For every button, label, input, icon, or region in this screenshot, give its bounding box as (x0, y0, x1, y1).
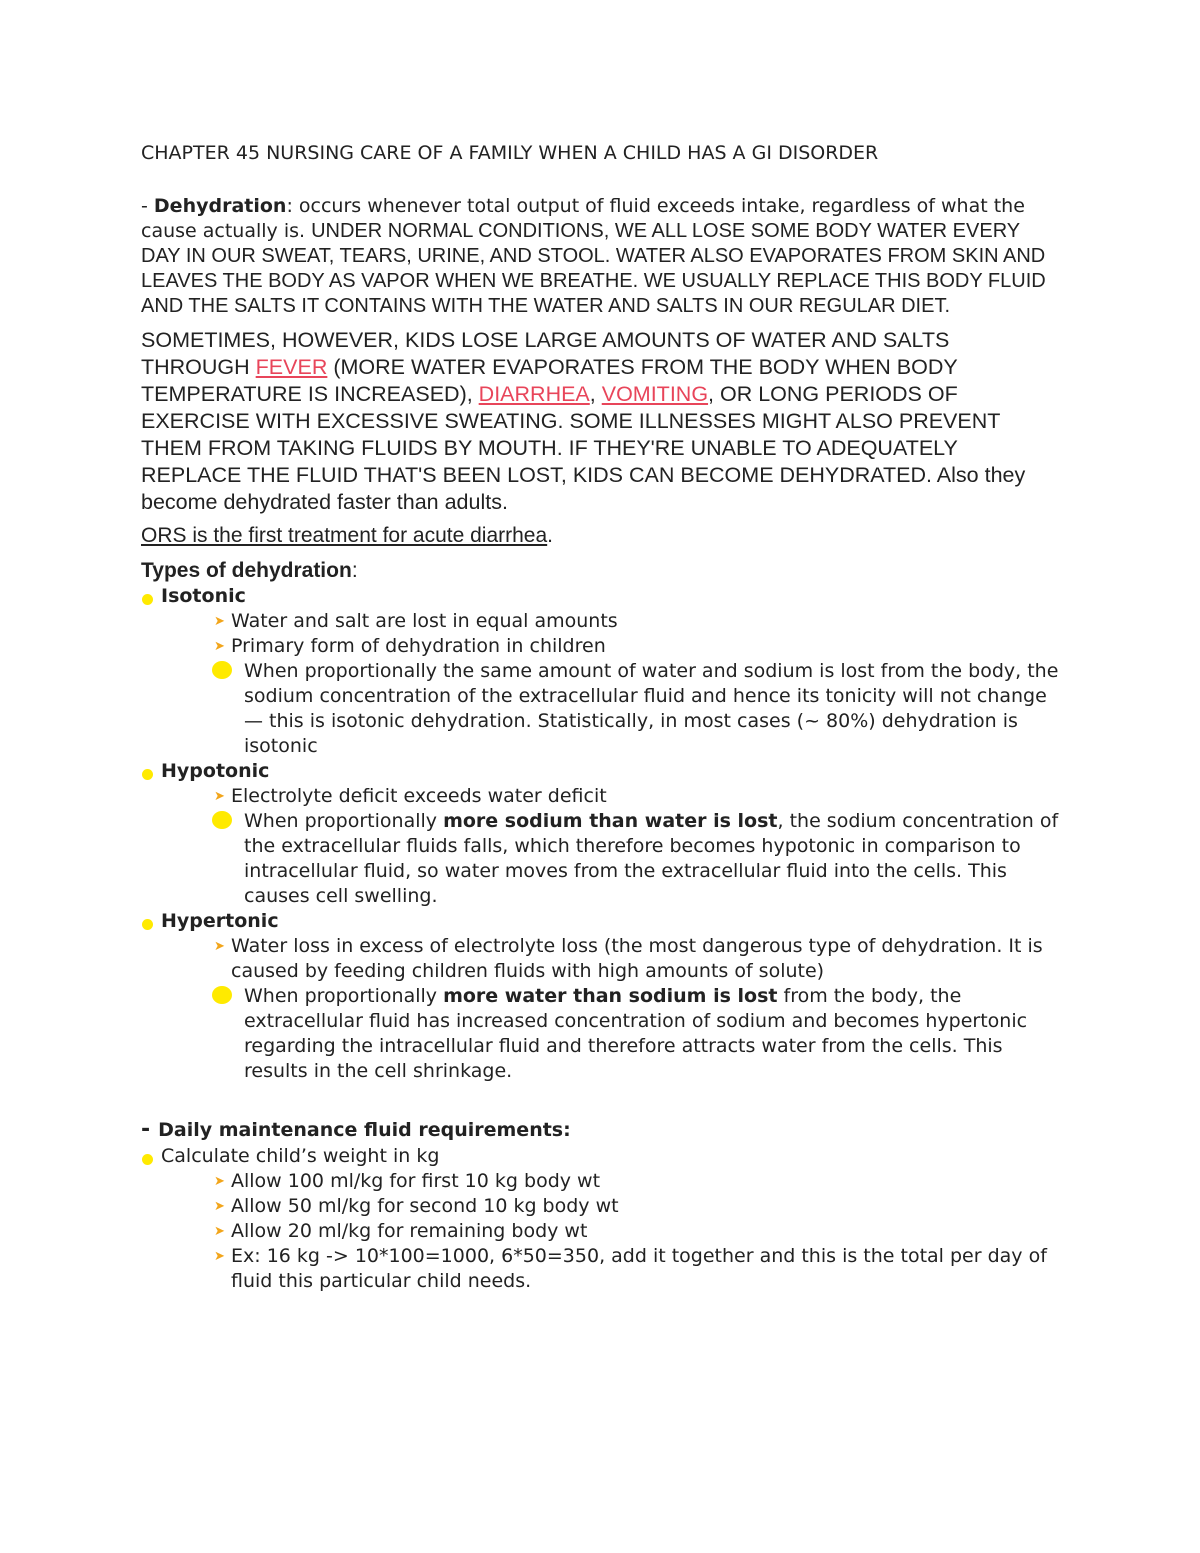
causes-part3: , OR LONG PERIODS OF EXERCISE WITH EXCESSIVE SWEATING. SOME ILLNESSES MIGHT ALSO PREVENT THEM FROM TAKING FLUIDS BY MOUTH. IF THEY'RE UNABLE TO ADEQUATELY REPLACE THE FLUID THAT'S BEEN LOST, KIDS CAN BECOME DEHYDRATED. (141, 382, 1001, 487)
calc-text: Calculate child’s weight in kg (161, 1145, 440, 1167)
daily-heading (141, 1116, 1061, 1144)
isotonic-bullet (141, 584, 1061, 609)
isotonic-label: Isotonic (161, 585, 246, 607)
orange-arrow-icon: ➤ (214, 789, 225, 804)
dehydration-term: Dehydration (153, 195, 287, 217)
hypertonic-label: Hypertonic (161, 910, 279, 932)
calc-bullet (141, 1144, 1061, 1169)
isotonic-item: ➤ Water and salt are lost in equal amounts (214, 610, 618, 632)
types-heading (141, 558, 1061, 584)
intro-paragraph (141, 194, 1061, 319)
daily-item: ➤ Allow 100 ml/kg for first 10 kg body wt (214, 1170, 601, 1192)
orange-arrow-icon: ➤ (214, 1174, 225, 1189)
hypertonic-bullet (141, 909, 1061, 934)
hypotonic-bullet (141, 759, 1061, 784)
hypotonic-emphasis: more sodium than water is lost (443, 810, 778, 832)
orange-arrow-icon: ➤ (214, 1224, 225, 1239)
yellow-circle-icon (212, 661, 232, 679)
isotonic-detail: When proportionally the same amount of water and sodium is lost from the body, the sodium concentration of the extracellular fluid and hence its tonicity will not change — this is isotonic dehydration. Statistically, in most cases (~ 80%) dehydration is isotonic (244, 659, 1061, 759)
document-page (141, 140, 1061, 1294)
hypertonic-detail: When proportionally more water than sodium is lost from the body, the extracellular fluid has increased concentration of sodium and becomes hypertonic regarding the intracellular fluid and therefore attracts water from the cells. This results in the cell shrinkage. (244, 984, 1061, 1084)
fever-link[interactable]: FEVER (255, 355, 328, 379)
types-heading-text: Types of dehydration (141, 559, 352, 582)
diarrhea-link[interactable]: DIARRHEA (478, 382, 590, 406)
hypertonic-item: ➤ Water loss in excess of electrolyte loss (the most dangerous type of dehydration. It is caused by feeding children fluids with high amounts of solute) (214, 935, 1043, 982)
yellow-circle-icon (212, 811, 232, 829)
types-heading-colon: : (351, 559, 358, 582)
causes-paragraph (141, 327, 1061, 516)
intro-dash: - (141, 195, 154, 217)
orange-arrow-icon: ➤ (214, 639, 225, 654)
yellow-circle-icon (212, 986, 232, 1004)
daily-heading-text: Daily maintenance fluid requirements: (158, 1119, 571, 1141)
hypotonic-label: Hypotonic (161, 760, 270, 782)
orange-arrow-icon: ➤ (214, 1249, 225, 1264)
orange-arrow-icon: ➤ (214, 1199, 225, 1214)
hypertonic-emphasis: more water than sodium is lost (443, 985, 778, 1007)
ors-period: . (547, 524, 554, 547)
ors-statement: ORS is the first treatment for acute diarrhea (141, 524, 548, 547)
intro-caps-text: UNDER NORMAL CONDITIONS, WE ALL LOSE SOME BODY WATER EVERY DAY IN OUR SWEAT, TEARS, URINE, AND STOOL. WATER ALSO EVAPORATES FROM SKIN AND LEAVES THE BODY AS VAPOR WHEN WE BREATHE. WE USUALLY REPLACE THIS BODY FLUID AND THE SALTS IT CONTAINS WITH THE WATER AND SALTS IN OUR REGULAR DIET. (141, 220, 1046, 317)
isotonic-item: ➤ Primary form of dehydration in children (214, 635, 606, 657)
ors-line (141, 522, 1061, 550)
yellow-circle-icon (142, 919, 153, 930)
daily-dash: - (141, 1117, 151, 1142)
causes-part2: (MORE WATER EVAPORATES FROM THE BODY WHEN BODY TEMPERATURE IS INCREASED), (141, 355, 958, 406)
causes-part1: SOMETIMES, HOWEVER, KIDS LOSE LARGE AMOUNTS OF WATER AND SALTS THROUGH (141, 328, 950, 379)
yellow-circle-icon (142, 594, 153, 605)
intro-definition: : occurs whenever total output of fluid exceeds intake, regardless of what the cause actually is. (141, 195, 1025, 242)
yellow-circle-icon (142, 1154, 153, 1165)
chapter-title: CHAPTER 45 NURSING CARE OF A FAMILY WHEN A CHILD HAS A GI DISORDER (141, 142, 879, 164)
daily-item: ➤ Ex: 16 kg -> 10*100=1000, 6*50=350, add it together and this is the total per day of fluid this particular child needs. (214, 1245, 1047, 1292)
vomiting-link[interactable]: VOMITING (601, 382, 709, 406)
causes-comma: , (589, 382, 602, 406)
daily-item: ➤ Allow 20 ml/kg for remaining body wt (214, 1220, 588, 1242)
orange-arrow-icon: ➤ (214, 939, 225, 954)
yellow-circle-icon (142, 769, 153, 780)
causes-part4: Also they become dehydrated faster than adults. (141, 463, 1026, 514)
hypotonic-item: ➤ Electrolyte deficit exceeds water deficit (214, 785, 607, 807)
hypotonic-detail: When proportionally more sodium than water is lost, the sodium concentration of the extracellular fluids falls, which therefore becomes hypotonic in comparison to intracellular fluid, so water moves from the extracellular fluid into the cells. This causes cell swelling. (244, 809, 1061, 909)
orange-arrow-icon: ➤ (214, 614, 225, 629)
daily-item: ➤ Allow 50 ml/kg for second 10 kg body wt (214, 1195, 619, 1217)
